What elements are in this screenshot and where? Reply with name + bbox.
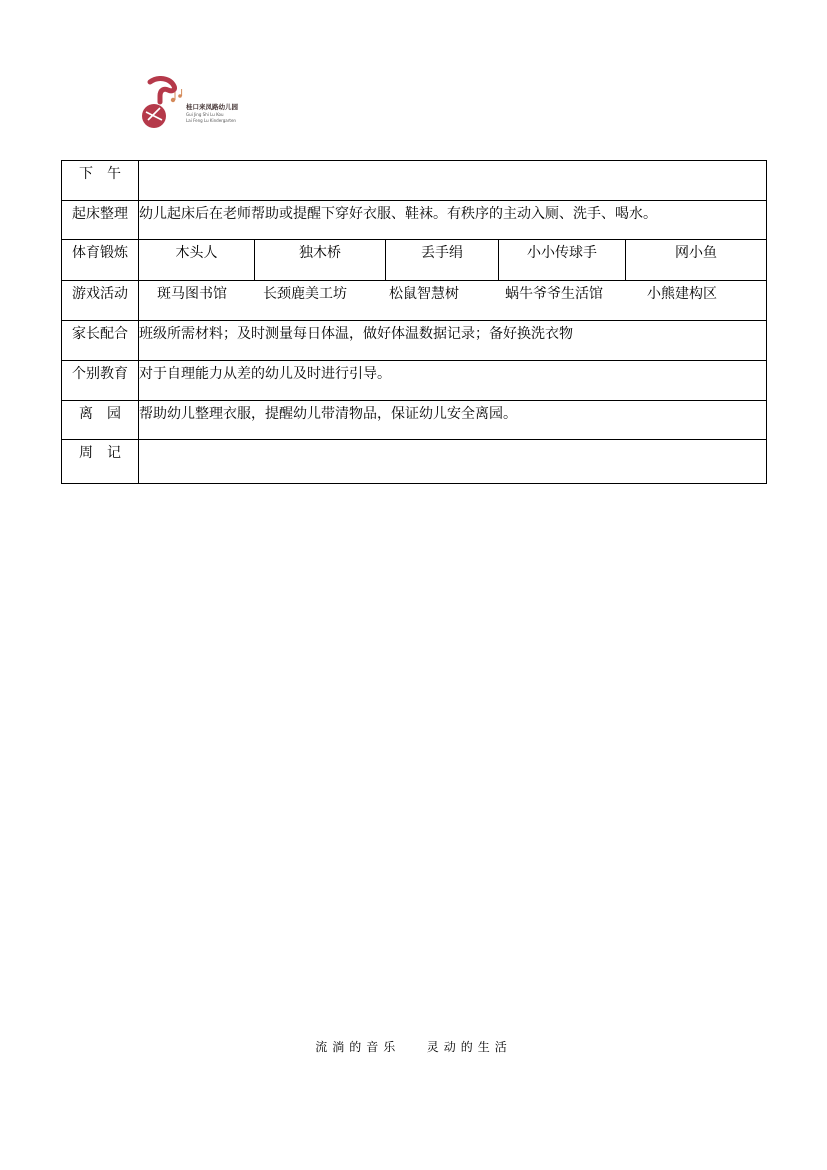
row-content [139, 440, 766, 487]
game-area-item: 斑马图书馆 [157, 286, 227, 302]
logo-title: 桂口来凤路幼儿园 [186, 103, 238, 111]
exercise-item: 小小传球手 [499, 240, 626, 280]
exercise-item: 丢手绢 [386, 240, 499, 280]
table-row-wakeup [62, 201, 766, 240]
row-label: 游戏活动 [62, 281, 139, 320]
table-row-individual-education [62, 361, 766, 401]
table-row-departure [62, 401, 766, 440]
game-area-item: 长颈鹿美工坊 [263, 286, 347, 302]
footer-slogan: 流淌的音乐 灵动的生活 [315, 1040, 512, 1054]
row-content: 班级所需材料；及时测量每日体温，做好体温数据记录；备好换洗衣物 [139, 326, 573, 342]
exercise-item: 网小鱼 [675, 245, 717, 261]
game-area-item: 蜗牛爷爷生活馆 [505, 286, 603, 302]
exercise-item: 独木桥 [255, 240, 386, 280]
afternoon-schedule-table [61, 160, 767, 484]
row-content: 对于自理能力从差的幼儿及时进行引导。 [139, 366, 391, 382]
table-row-afternoon [62, 161, 766, 201]
game-area-item: 松鼠智慧树 [389, 286, 459, 302]
table-row-games [62, 281, 766, 321]
kindergarten-logo [140, 76, 270, 132]
row-content [139, 161, 766, 204]
row-label: 下 午 [62, 161, 139, 200]
logo-subtitle-line2: Lai Feng Lu Kindergarten [186, 118, 236, 123]
music-note-logo-icon [140, 76, 184, 130]
game-area-item: 小熊建构区 [647, 286, 717, 302]
row-label: 周 记 [62, 440, 139, 483]
table-row-weekly-notes [62, 440, 766, 483]
row-label: 起床整理 [62, 201, 139, 239]
row-label: 个别教育 [62, 361, 139, 400]
row-content: 幼儿起床后在老师帮助或提醒下穿好衣服、鞋袜。有秩序的主动入厕、洗手、喝水。 [139, 206, 657, 222]
row-label: 体育锻炼 [62, 240, 139, 280]
row-content: 帮助幼儿整理衣服，提醒幼儿带清物品，保证幼儿安全离园。 [139, 406, 517, 422]
row-label: 离 园 [62, 401, 139, 439]
table-row-parent-cooperation [62, 321, 766, 361]
table-row-exercise [62, 240, 766, 281]
row-label: 家长配合 [62, 321, 139, 360]
exercise-item: 木头人 [139, 240, 255, 280]
logo-subtitle-line1: Gui Jing Shi Lu Kou [186, 112, 224, 117]
